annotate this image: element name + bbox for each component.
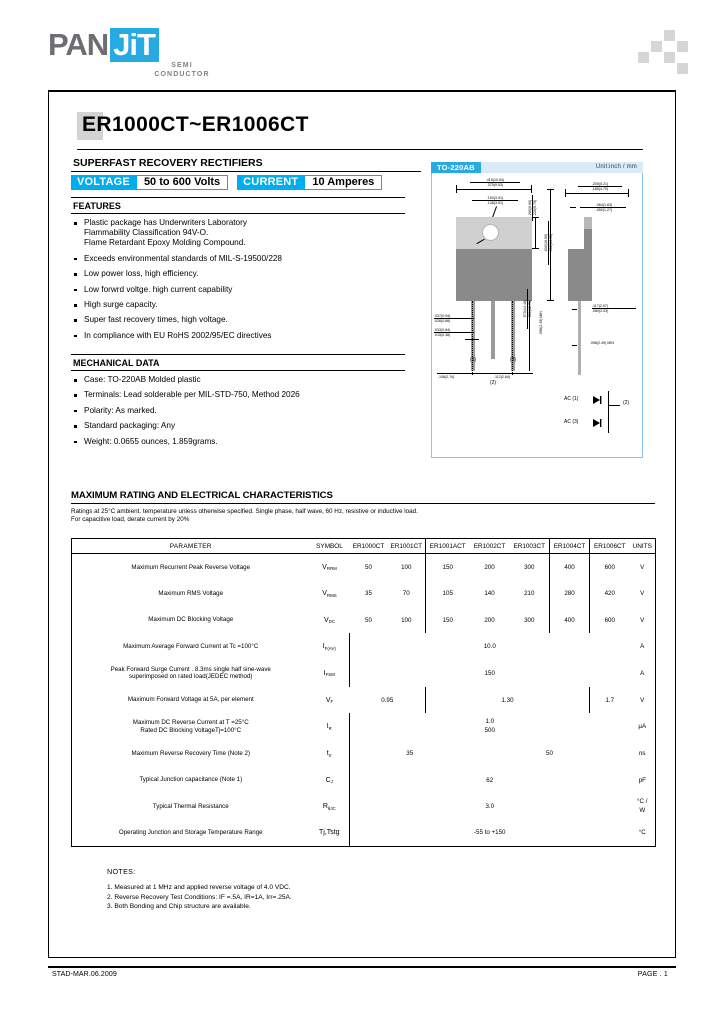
cell-units: μA (630, 713, 656, 740)
symbol-main: I (326, 723, 329, 731)
symbol-subscript: F(AV) (324, 645, 336, 651)
notes-list (107, 883, 507, 912)
cell-parameter-line: Operating Junction and Storage Temperature Range (118, 829, 263, 837)
cell-symbol (310, 687, 350, 714)
mech-bottom-divider (71, 370, 405, 371)
pin-number-3: (3) (509, 357, 517, 363)
schematic-common-bus (608, 391, 609, 433)
cell-value-group: 0.95 (381, 696, 394, 704)
cell-parameter-line: Maximum Recurrent Peak Reverse Voltage (131, 563, 251, 571)
dim-tick-depth-right (628, 189, 629, 197)
col-header-er1004ct: ER1004CT (550, 539, 590, 554)
cell-value: 200 (484, 616, 495, 624)
lead-extension-3 (512, 301, 513, 375)
note-item: 1. Measured at 1 MHz and applied reverse voltage of 4.0 VDC. (107, 884, 291, 891)
feature-item-line: Flammability Classification 94V-O. (84, 228, 209, 238)
cell-symbol (310, 793, 350, 820)
symbol-main: V (322, 590, 327, 598)
mechanical-item-line: Polarity: As marked. (84, 405, 157, 415)
table-row (72, 793, 656, 820)
cell-symbol (310, 820, 350, 847)
symbol-subscript: R (328, 725, 332, 731)
cell-parameter-line: Maximum DC Reverse Current at T =25°C (132, 719, 249, 727)
cell-parameter-line: Maximum Average Forward Current at Tc =100°C (123, 642, 259, 650)
symbol-main: V (323, 616, 329, 624)
dim-tick-depth-left (565, 189, 566, 197)
dim-tick-bh-top (547, 189, 554, 190)
mechanical-item-line: Weight: 0.0655 ounces, 1.859grams. (84, 436, 218, 446)
dim-line-tab-height (535, 217, 536, 249)
dim-text-pitch-right: .112(2.84) (494, 375, 511, 379)
lead-extension-1 (472, 301, 473, 375)
cell-value: 280 (550, 580, 590, 607)
cell-parameter (72, 633, 310, 660)
dim-leader-lead-thk2-a (572, 309, 577, 310)
dim-tick-left (456, 185, 457, 193)
dim-text-body-height: .630(16.00) .590(14.99) (544, 221, 553, 265)
feature-item-line: In compliance with EU RoHS 2002/95/EC directives (84, 330, 272, 340)
col-header-er1006ct: ER1006CT (590, 539, 630, 554)
symbol-main: I (322, 643, 325, 651)
cell-parameter (72, 713, 310, 740)
cell-units-line: °C / (637, 798, 648, 806)
dim-tick-right (531, 185, 532, 193)
cell-parameter (72, 740, 310, 767)
features-heading: FEATURES (73, 201, 121, 211)
col-header-er1001ct: ER1001CT (388, 539, 426, 554)
cell-symbol (310, 607, 350, 634)
cell-value: 600 (590, 554, 630, 581)
cell-value-line: 500 (484, 726, 495, 734)
symbol-subscript: J (330, 779, 333, 785)
cell-symbol (310, 580, 350, 607)
mechanical-heading: MECHANICAL DATA (73, 357, 160, 368)
table-row (72, 554, 656, 581)
cell-parameter-line: Typical Thermal Resistance (152, 802, 229, 810)
dim-leader-lead-width (465, 339, 479, 340)
cell-units: A (630, 660, 656, 687)
feature-item-line: High surge capacity. (84, 299, 158, 309)
cell-symbol (310, 633, 350, 660)
mechanical-data-section (71, 354, 405, 447)
col-header-units: UNITS (630, 539, 656, 554)
cell-value-merged: -55 to +150 (350, 820, 630, 847)
mechanical-item (71, 375, 405, 385)
dim-text-lead-thk: .033(0.84) .015(0.38) (434, 328, 474, 337)
pin-number-2: (2) (489, 380, 497, 386)
cell-value: 150 (426, 554, 470, 581)
table-row (72, 607, 656, 634)
cell-parameter (72, 687, 310, 714)
dim-text-depth: .205(5.21) .185(4.70) (578, 182, 622, 191)
feature-item-line: Exceeds environmental standards of MIL-S-19500/228 (84, 253, 282, 263)
cell-value: 600 (590, 607, 630, 634)
schematic-pin-top-label: AC (1) (564, 396, 579, 402)
cell-units-line: W (639, 806, 646, 814)
cell-value: 140 (484, 590, 495, 598)
cell-value: 100 (401, 563, 412, 571)
package-panel-header (431, 162, 643, 173)
table-row (72, 633, 656, 660)
company-logo (48, 28, 308, 86)
side-view-tab-lower (584, 229, 592, 249)
footer-divider (48, 966, 676, 968)
cell-parameter (72, 660, 310, 687)
cell-units (630, 793, 656, 820)
characteristics-divider (71, 503, 655, 504)
footer-revision: STAD-MAR.06.2009 (52, 971, 117, 978)
package-plastic-body (456, 249, 532, 301)
dim-line-depth (565, 193, 629, 194)
cell-parameter (72, 767, 310, 794)
feature-item-line: Low power loss, high efficiency. (84, 269, 199, 279)
feature-item-line: Plastic package has Underwriters Laboratory (84, 218, 247, 227)
mechanical-list (71, 375, 405, 447)
dim-text-tab-thk: .064(1.63) .050(1.27) (582, 203, 626, 212)
logo-jit-text: JiT (110, 28, 159, 62)
characteristics-title: MAXIMUM RATING AND ELECTRICAL CHARACTERISTICS (71, 490, 333, 501)
cell-parameter (72, 554, 310, 581)
strip-gap (228, 175, 237, 190)
feature-item (71, 285, 405, 295)
symbol-main: t (326, 750, 329, 758)
symbol-main: R (322, 803, 328, 811)
mechanical-item-line: Terminals: Lead solderable per MIL-STD-750, Method 2026 (84, 390, 300, 400)
cell-parameter-line: Maximum Forward Voltage at 5A, per element (127, 696, 254, 704)
cell-value-merged: 62 (350, 767, 630, 794)
cell-value-merged: 10.0 (350, 633, 630, 660)
table-row (72, 713, 656, 740)
cell-value: 50 (365, 563, 372, 571)
page-title: ER1000CT~ER1006CT (82, 113, 309, 136)
logo-tagline (126, 62, 238, 79)
feature-item-line: Super fast recovery times, high voltage. (84, 315, 228, 325)
cell-parameter-line: Maximum Reverse Recovery Time (Note 2) (131, 749, 251, 757)
dim-text-seat: .098(2.49) MIN (539, 311, 543, 335)
ratings-strip (71, 175, 405, 190)
feature-item-line: Low forwrd voltge. high current capability (84, 284, 233, 294)
features-bottom-divider (71, 213, 405, 214)
logo-pan-text: PAN (48, 27, 109, 62)
cell-units: pF (630, 767, 656, 794)
dim-text-hole: .154(3.91) .138(3.51) (472, 196, 518, 205)
table-body (72, 554, 656, 847)
col-header-parameter: PARAMETER (72, 539, 310, 554)
cell-units: °C (630, 820, 656, 847)
package-drawing (431, 173, 643, 458)
table-header-row (72, 539, 656, 554)
cell-value: 35 (365, 590, 372, 598)
cell-parameter-line: Peak Forward Surge Current . 8.3ms single half sine-wave (110, 665, 271, 673)
conditions-line-1: Ratings at 25°C ambient. temperature unless otherwise specified. Single phase, half wave, 60 Hz, resistive or inductive load. (71, 508, 418, 516)
dim-text-lead-width: .037(0.94) .026(0.66) (434, 314, 474, 323)
dim-leader-tab-thk-b (580, 207, 584, 208)
diode-symbol-bottom (592, 418, 606, 428)
cell-parameter (72, 820, 310, 847)
symbol-subscript: FSM (325, 672, 335, 678)
cell-value-line: 1.0 (485, 718, 495, 726)
symbol-subscript: θJC (327, 805, 336, 811)
table-row (72, 820, 656, 847)
col-header-er1002ct: ER1002CT (470, 539, 510, 554)
table-row (72, 580, 656, 607)
cell-parameter (72, 580, 310, 607)
mechanical-item (71, 406, 405, 416)
symbol-main: Tj,Tstg (318, 829, 340, 837)
dim-tick-tab-bottom (532, 248, 539, 249)
symbol-subscript: RRM (326, 566, 337, 572)
cell-value: 70 (402, 590, 410, 598)
feature-item (71, 254, 405, 264)
cell-value-group: 1.30 (426, 687, 590, 714)
side-view-body (568, 249, 592, 301)
cell-value: 100 (401, 616, 412, 624)
schematic-pin-bottom-label: AC (3) (564, 419, 579, 425)
col-header-er1003ct: ER1003CT (510, 539, 550, 554)
cell-parameter (72, 793, 310, 820)
cell-value-merged: 3.0 (350, 793, 630, 820)
features-list (71, 218, 405, 341)
cell-value: 210 (524, 590, 535, 598)
current-value: 10 Amperes (304, 175, 382, 190)
table-row (72, 687, 656, 714)
notes-heading: NOTES: (107, 867, 136, 876)
current-label: CURRENT (237, 175, 304, 190)
cell-value: 105 (426, 580, 470, 607)
cell-value: 400 (550, 607, 590, 634)
cell-value: 420 (590, 580, 630, 607)
symbol-subscript: DC (328, 619, 335, 625)
characteristics-section (71, 490, 655, 847)
mechanical-item (71, 390, 405, 400)
dim-line-body-width (456, 189, 532, 190)
cell-value: 200 (484, 563, 495, 571)
table-row (72, 660, 656, 687)
side-view-lead (578, 301, 581, 375)
cell-value-group: 50 (546, 750, 553, 758)
feature-item (71, 331, 405, 341)
logo-tagline-line1: SEMI (171, 62, 193, 69)
conditions-line-2: For capacitive load, derate current by 20% (71, 516, 190, 524)
symbol-subscript: RMS (326, 592, 337, 598)
cell-value: 50 (365, 616, 372, 624)
cell-units: V (630, 580, 656, 607)
mechanical-item-line: Case: TO-220AB Molded plastic (84, 374, 201, 384)
feature-item (71, 218, 405, 249)
symbol-main: I (323, 669, 326, 677)
cell-value-group: 1.7 (590, 687, 630, 714)
col-header-symbol: SYMBOL (310, 539, 350, 554)
feature-item-line: Flame Retardant Epoxy Molding Compound. (84, 238, 246, 248)
cell-parameter (72, 607, 310, 634)
cell-units: V (630, 687, 656, 714)
dim-text-pitch-left: .108(2.74) (438, 375, 455, 379)
dim-tick-bh-bottom (547, 300, 554, 301)
mechanical-item (71, 437, 405, 447)
mechanical-item-line: Standard packaging: Any (84, 421, 176, 431)
symbol-subscript: rr (328, 752, 332, 758)
package-unit-note: Unit:inch / mm (481, 162, 643, 173)
schematic-common-label: (2) (622, 400, 630, 406)
notes-section (107, 867, 507, 912)
lead-pin-2 (491, 301, 495, 359)
cell-value-merged (350, 713, 630, 740)
package-name-badge: TO-220AB (431, 162, 481, 173)
dim-text-body-width: .415(10.54) .375(9.53) (470, 178, 520, 187)
cell-parameter-line: Rated DC Blocking VoltageTj=100°C (140, 726, 242, 734)
cell-value-group: 35 (350, 740, 470, 767)
pin-number-1: (1) (469, 357, 477, 363)
package-outline-panel (431, 162, 643, 458)
cell-value: 300 (524, 563, 535, 571)
feature-item (71, 315, 405, 325)
table-row (72, 740, 656, 767)
datasheet-page-frame (48, 90, 676, 958)
cell-parameter-line: superimposed on rated load(JEDEC method) (129, 673, 253, 681)
table-header (72, 539, 656, 554)
mechanical-item (71, 421, 405, 431)
cell-parameter-line: Typical Junction capacitance (Note 1) (139, 776, 243, 784)
dim-text-lead-length: .570(14.48) .500(12.70) (523, 289, 532, 329)
left-content-column (71, 154, 421, 452)
cell-parameter-line: Maximum RMS Voltage (158, 589, 224, 597)
decorative-dot-pattern (638, 30, 698, 72)
symbol-main: V (322, 563, 327, 571)
dim-baseline-pitch (437, 373, 533, 374)
subtitle-heading: SUPERFAST RECOVERY RECTIFIERS (73, 157, 263, 169)
cell-symbol (310, 660, 350, 687)
cell-value: 400 (550, 554, 590, 581)
page-title-block (77, 110, 643, 150)
cell-units: V (630, 607, 656, 634)
symbol-main: V (325, 696, 331, 704)
title-divider (77, 149, 643, 150)
specifications-table (71, 538, 656, 847)
cell-units: V (630, 554, 656, 581)
cell-value-merged: 150 (350, 660, 630, 687)
cell-units: ns (630, 740, 656, 767)
cell-parameter-line: Maximum DC Blocking Voltage (148, 616, 234, 624)
col-header-er1001act: ER1001ACT (426, 539, 470, 554)
cell-symbol (310, 554, 350, 581)
dim-text-tab-height: .260(6.60) .228(5.79) (528, 195, 537, 221)
features-section (71, 197, 405, 341)
voltage-label: VOLTAGE (71, 175, 136, 190)
logo-tagline-line2: CONDUCTOR (154, 70, 210, 78)
col-header-er1000ct: ER1000CT (350, 539, 388, 554)
symbol-subscript: F (330, 699, 334, 705)
logo-wordmark (48, 28, 308, 62)
cell-symbol (310, 713, 350, 740)
dim-leader-tab-thk-a (570, 207, 576, 208)
dim-text-lead-thk2: .117(2.97) .080(2.03) (592, 304, 636, 313)
table-row (72, 767, 656, 794)
footer-page-number: PAGE . 1 (637, 971, 668, 978)
symbol-main: C (325, 776, 331, 784)
feature-item (71, 269, 405, 279)
cell-value: 300 (524, 616, 535, 624)
characteristics-conditions (71, 508, 655, 524)
subtitle-divider (71, 171, 421, 172)
note-item: 3. Both Bonding and Chip structure are available. (107, 903, 251, 911)
cell-symbol (310, 740, 350, 767)
cell-units: A (630, 633, 656, 660)
note-item: 2. Reverse Recovery Test Conditions: IF =.5A, IR=1A, Irr=.25A. (107, 893, 292, 901)
cell-value: 150 (426, 607, 470, 634)
diode-symbol-top (592, 395, 606, 405)
dim-text-seat-side: .098(2.49) MIN (590, 341, 614, 345)
feature-item (71, 300, 405, 310)
dim-leader-lead-thk2-b (572, 345, 577, 346)
voltage-value: 50 to 600 Volts (136, 175, 228, 190)
cell-symbol (310, 767, 350, 794)
